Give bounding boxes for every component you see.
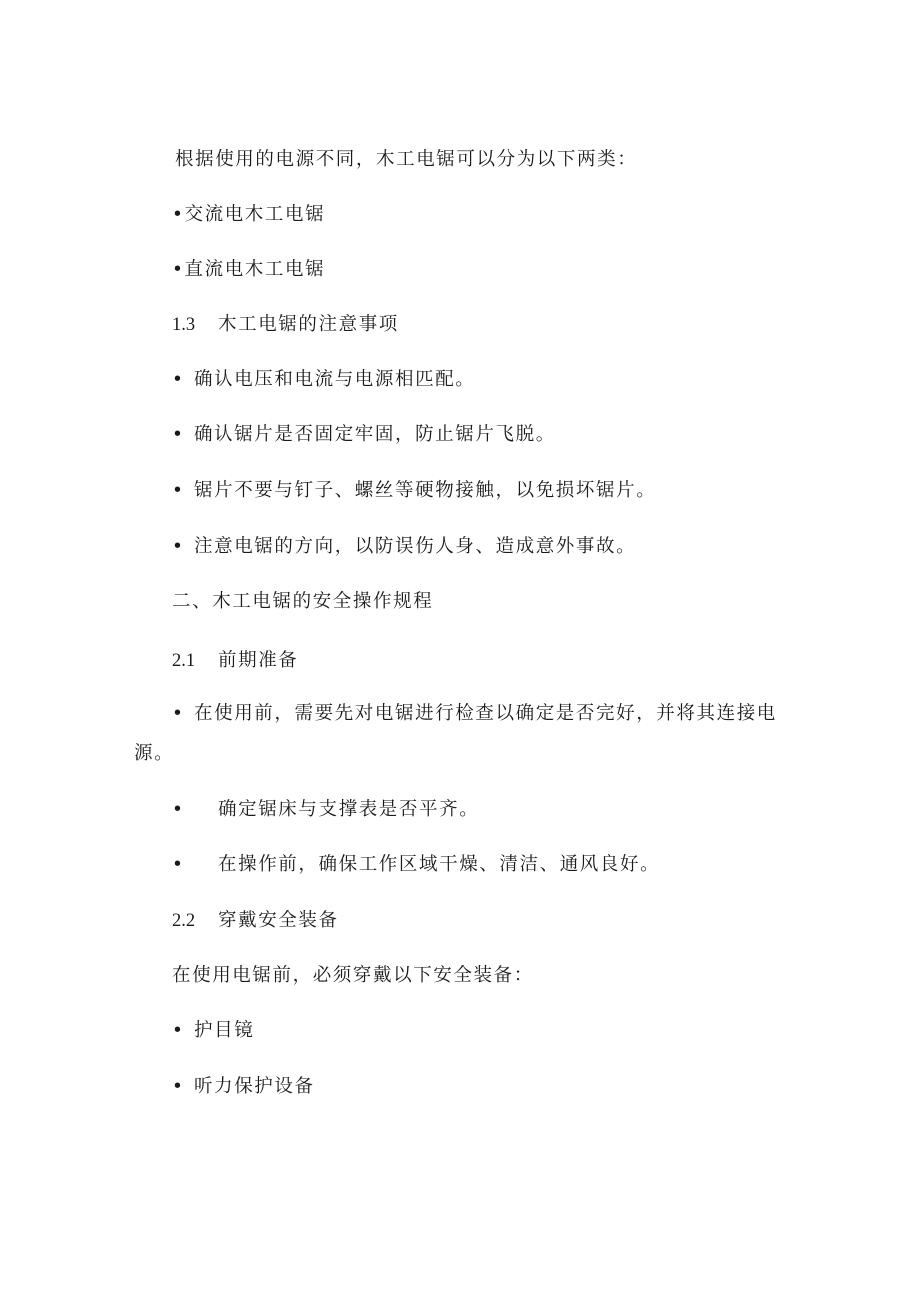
section-2-1-title: 前期准备: [218, 650, 299, 671]
section-2-1-heading: [172, 649, 298, 673]
list-item: [172, 1019, 254, 1043]
section-1-3-heading: [172, 313, 399, 337]
list-item: [172, 1075, 315, 1099]
section-1-3-number: 1.3: [172, 315, 196, 335]
list-item-text-continued: 源。: [134, 743, 175, 764]
section-2-2-heading: [172, 909, 339, 933]
list-item: [172, 368, 475, 392]
list-item-text: 确认电压和电流与电源相匹配。: [194, 369, 476, 390]
list-item: [172, 853, 660, 877]
list-item: [172, 423, 556, 447]
chapter-2-title: 二、木工电锯的安全操作规程: [172, 591, 434, 612]
bullet: •: [172, 480, 183, 501]
list-item-text: 在使用前，需要先对电锯进行检查以确定是否完好，并将其连接电: [194, 703, 777, 724]
bullet: •: [172, 1020, 183, 1041]
list-item: [172, 479, 656, 503]
bullet: •: [172, 799, 183, 820]
intro-text: 根据使用的电源不同，木工电锯可以分为以下两类：: [175, 149, 638, 170]
list-item-text: 在操作前，确保工作区域干燥、清洁、通风良好。: [218, 854, 661, 875]
bullet: •: [172, 424, 183, 445]
list-item-text: 护目镜: [194, 1020, 255, 1041]
type-ac-text: •交流电木工电锯: [172, 204, 326, 225]
type-item-ac: [172, 203, 325, 227]
list-item-continuation: [134, 742, 174, 766]
list-item: [172, 702, 777, 726]
bullet: •: [172, 854, 183, 875]
list-item-text: 听力保护设备: [194, 1076, 315, 1097]
chapter-2-heading: [172, 590, 433, 614]
type-item-dc: [172, 258, 325, 282]
intro-paragraph: [175, 148, 637, 172]
bullet: •: [172, 703, 183, 724]
section-2-2-intro-text: 在使用电锯前，必须穿戴以下安全装备：: [172, 965, 534, 986]
bullet: •: [172, 369, 183, 390]
list-item-text: 锯片不要与钉子、螺丝等硬物接触，以免损坏锯片。: [194, 480, 657, 501]
list-item: [172, 535, 636, 559]
section-2-2-number: 2.2: [172, 911, 196, 931]
list-item-text: 确定锯床与支撑表是否平齐。: [218, 799, 480, 820]
list-item: [172, 798, 479, 822]
type-dc-text: •直流电木工电锯: [172, 259, 326, 280]
section-2-2-intro: [172, 964, 534, 988]
bullet: •: [172, 1076, 183, 1097]
section-2-1-number: 2.1: [172, 651, 196, 671]
section-1-3-title: 木工电锯的注意事项: [218, 314, 399, 335]
list-item-text: 确认锯片是否固定牢固，防止锯片飞脱。: [194, 424, 556, 445]
list-item-text: 注意电锯的方向，以防误伤人身、造成意外事故。: [194, 536, 637, 557]
bullet: •: [172, 536, 183, 557]
section-2-2-title: 穿戴安全装备: [218, 910, 339, 931]
